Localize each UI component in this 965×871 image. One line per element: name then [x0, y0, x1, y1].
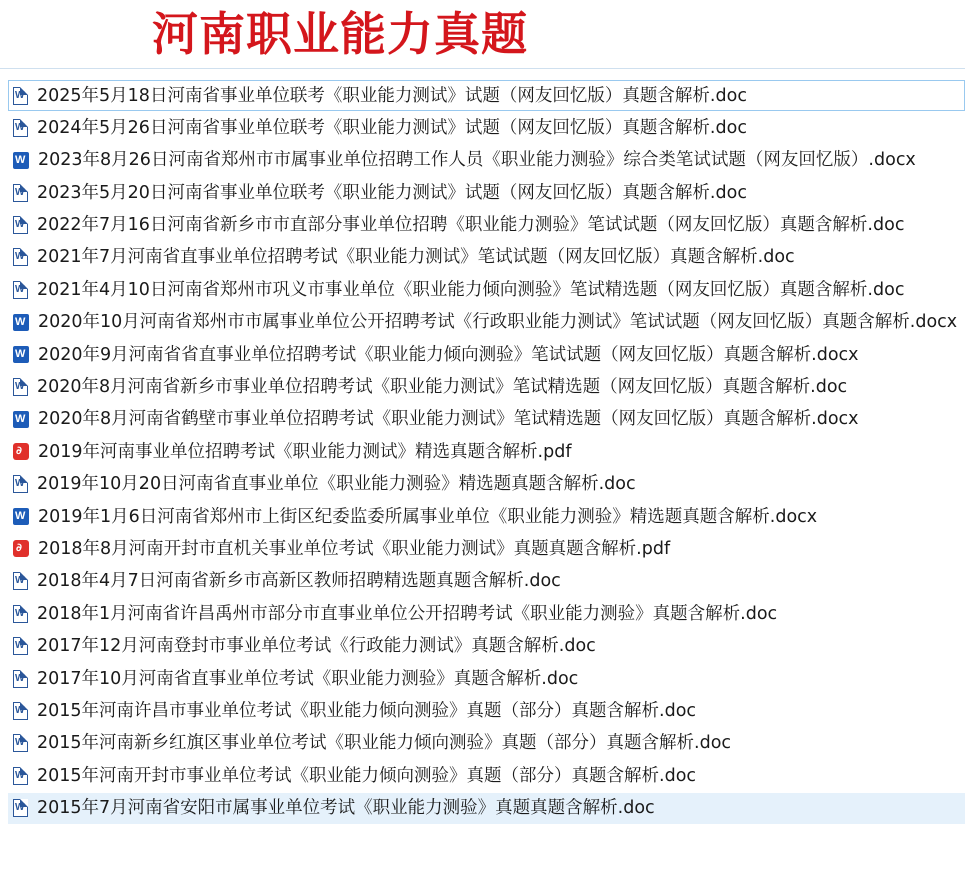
- file-list-item[interactable]: [8, 631, 965, 662]
- file-list-item[interactable]: [8, 695, 965, 726]
- file-list-item[interactable]: [8, 242, 965, 273]
- file-list-item[interactable]: [8, 728, 965, 759]
- file-name: 2018年4月7日河南省新乡市高新区教师招聘精选题真题含解析.doc: [37, 571, 561, 592]
- file-name: 2023年5月20日河南省事业单位联考《职业能力测试》试题（网友回忆版）真题含解析.doc: [37, 182, 747, 203]
- file-list-item[interactable]: [8, 145, 965, 176]
- word-doc-icon: [13, 119, 28, 137]
- word-doc-icon: [13, 87, 28, 105]
- file-name: 2021年7月河南省直事业单位招聘考试《职业能力测试》笔试试题（网友回忆版）真题含解析.doc: [37, 247, 795, 268]
- file-name: 2020年9月河南省省直事业单位招聘考试《职业能力倾向测验》笔试试题（网友回忆版）真题含解析.docx: [38, 344, 859, 365]
- file-name: 2021年4月10日河南省郑州市巩义市事业单位《职业能力倾向测验》笔试精选题（网友回忆版）真题含解析.doc: [37, 279, 905, 300]
- file-list-item[interactable]: [8, 598, 965, 629]
- word-doc-icon: [13, 605, 28, 623]
- word-doc-icon: [13, 475, 28, 493]
- file-list-item[interactable]: [8, 339, 965, 370]
- file-list-item[interactable]: [8, 566, 965, 597]
- file-list-item[interactable]: [8, 501, 965, 532]
- file-name: 2018年8月河南开封市直机关事业单位考试《职业能力测试》真题真题含解析.pdf: [38, 538, 671, 559]
- word-docx-icon: [13, 314, 29, 331]
- file-name: 2020年8月河南省新乡市事业单位招聘考试《职业能力测试》笔试精选题（网友回忆版）真题含解析.doc: [37, 377, 848, 398]
- word-doc-icon: [13, 184, 28, 202]
- word-doc-icon: [13, 734, 28, 752]
- page-title: 河南职业能力真题: [152, 7, 528, 61]
- file-name: 2020年8月河南省鹤壁市事业单位招聘考试《职业能力测试》笔试精选题（网友回忆版）真题含解析.docx: [38, 409, 859, 430]
- file-list-item[interactable]: [8, 469, 965, 500]
- file-name: 2019年1月6日河南省郑州市上街区纪委监委所属事业单位《职业能力测验》精选题真题含解析.docx: [38, 506, 818, 527]
- word-docx-icon: [13, 411, 29, 428]
- word-doc-icon: [13, 378, 28, 396]
- word-doc-icon: [13, 637, 28, 655]
- file-list-item[interactable]: [8, 404, 965, 435]
- file-name: 2020年10月河南省郑州市市属事业单位公开招聘考试《行政职业能力测试》笔试试题（网友回忆版）真题含解析.docx: [38, 312, 958, 333]
- file-list-item[interactable]: [8, 112, 965, 143]
- title-divider: [0, 68, 965, 69]
- file-list-item[interactable]: [8, 760, 965, 791]
- word-doc-icon: [13, 767, 28, 785]
- pdf-icon: [13, 443, 29, 460]
- file-name: 2022年7月16日河南省新乡市市直部分事业单位招聘《职业能力测验》笔试试题（网友回忆版）真题含解析.doc: [37, 215, 905, 236]
- word-docx-icon: [13, 152, 29, 169]
- file-name: 2015年7月河南省安阳市属事业单位考试《职业能力测验》真题真题含解析.doc: [37, 798, 655, 819]
- file-list-item[interactable]: [8, 80, 965, 111]
- word-doc-icon: [13, 572, 28, 590]
- pdf-icon: [13, 540, 29, 557]
- file-name: 2015年河南开封市事业单位考试《职业能力倾向测验》真题（部分）真题含解析.doc: [37, 765, 697, 786]
- word-doc-icon: [13, 281, 28, 299]
- file-name: 2024年5月26日河南省事业单位联考《职业能力测试》试题（网友回忆版）真题含解析.doc: [37, 117, 747, 138]
- word-doc-icon: [13, 248, 28, 266]
- file-list-item[interactable]: [8, 533, 965, 564]
- file-list: [8, 80, 965, 825]
- file-name: 2019年10月20日河南省直事业单位《职业能力测验》精选题真题含解析.doc: [37, 474, 636, 495]
- file-list-item[interactable]: [8, 274, 965, 305]
- word-doc-icon: [13, 799, 28, 817]
- file-list-item[interactable]: [8, 210, 965, 241]
- file-name: 2017年12月河南登封市事业单位考试《行政能力测试》真题含解析.doc: [37, 636, 596, 657]
- word-doc-icon: [13, 670, 28, 688]
- word-doc-icon: [13, 702, 28, 720]
- file-name: 2015年河南许昌市事业单位考试《职业能力倾向测验》真题（部分）真题含解析.doc: [37, 700, 697, 721]
- file-list-item[interactable]: [8, 793, 965, 824]
- file-name: 2019年河南事业单位招聘考试《职业能力测试》精选真题含解析.pdf: [38, 441, 572, 462]
- file-name: 2023年8月26日河南省郑州市市属事业单位招聘工作人员《职业能力测验》综合类笔试试题（网友回忆版）.docx: [38, 150, 916, 171]
- file-name: 2015年河南新乡红旗区事业单位考试《职业能力倾向测验》真题（部分）真题含解析.doc: [37, 733, 732, 754]
- file-name: 2017年10月河南省直事业单位考试《职业能力测验》真题含解析.doc: [37, 668, 579, 689]
- word-docx-icon: [13, 346, 29, 363]
- word-docx-icon: [13, 508, 29, 525]
- file-list-item[interactable]: [8, 663, 965, 694]
- word-doc-icon: [13, 216, 28, 234]
- file-list-item[interactable]: [8, 436, 965, 467]
- file-list-item[interactable]: [8, 177, 965, 208]
- file-name: 2025年5月18日河南省事业单位联考《职业能力测试》试题（网友回忆版）真题含解析.doc: [37, 85, 747, 106]
- file-list-item[interactable]: [8, 372, 965, 403]
- file-name: 2018年1月河南省许昌禹州市部分市直事业单位公开招聘考试《职业能力测验》真题含解析.doc: [37, 603, 778, 624]
- file-list-item[interactable]: [8, 307, 965, 338]
